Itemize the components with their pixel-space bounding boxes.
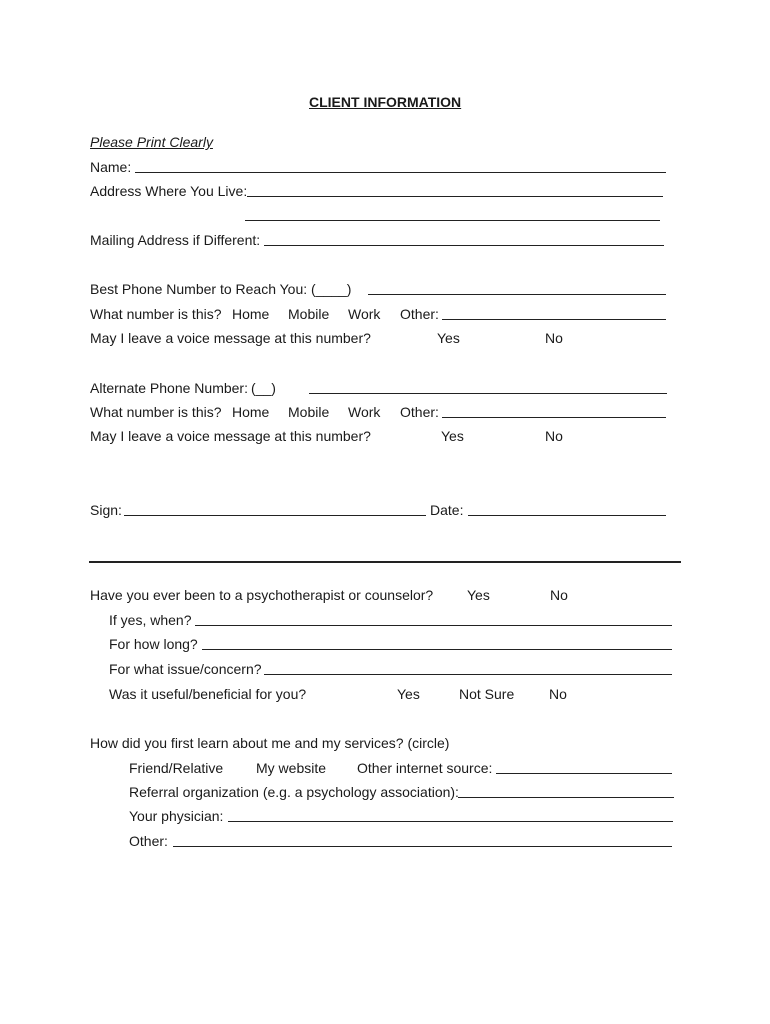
mailing-field[interactable] [264, 245, 664, 246]
therapy-useful-not-sure[interactable]: Not Sure [459, 686, 515, 702]
phone-type-mobile[interactable]: Mobile [288, 306, 330, 322]
therapy-issue-field[interactable] [264, 674, 672, 675]
therapy-issue-label: For what issue/concern? [109, 661, 262, 677]
date-field[interactable] [468, 515, 666, 516]
alt-phone-label: Alternate Phone Number: [90, 380, 248, 396]
alt-voice-yes[interactable]: Yes [441, 428, 464, 444]
alt-phone-type-work[interactable]: Work [348, 404, 381, 420]
mailing-label: Mailing Address if Different: [90, 232, 261, 248]
address-field[interactable] [247, 196, 663, 197]
referral-website[interactable]: My website [256, 760, 327, 776]
alt-voice-no[interactable]: No [545, 428, 563, 444]
print-note: Please Print Clearly [90, 134, 213, 150]
alt-phone-type-other-field[interactable] [442, 417, 666, 418]
best-phone-area-code[interactable]: (____) [311, 281, 352, 297]
therapy-how-long-label: For how long? [109, 636, 198, 652]
phone-type-question: What number is this? [90, 306, 222, 322]
sign-label: Sign: [90, 502, 122, 518]
date-label: Date: [430, 502, 464, 518]
sign-field[interactable] [124, 515, 426, 516]
alt-phone-area-code[interactable]: (__) [251, 380, 276, 396]
address-label: Address Where You Live: [90, 183, 248, 199]
voice-no[interactable]: No [545, 330, 563, 346]
best-phone-field[interactable] [368, 294, 666, 295]
voice-question: May I leave a voice message at this number? [90, 330, 371, 346]
therapy-no[interactable]: No [550, 587, 568, 603]
phone-type-other-field[interactable] [442, 319, 666, 320]
referral-organization-label[interactable]: Referral organization (e.g. a psychology association): [129, 784, 459, 800]
referral-physician-label[interactable]: Your physician: [129, 808, 224, 824]
referral-organization-field[interactable] [458, 797, 674, 798]
alt-phone-field[interactable] [309, 393, 667, 394]
referral-internet-field[interactable] [496, 773, 672, 774]
phone-type-home[interactable]: Home [232, 306, 270, 322]
alt-phone-type-mobile[interactable]: Mobile [288, 404, 330, 420]
therapy-when-field[interactable] [195, 625, 672, 626]
therapy-how-long-field[interactable] [202, 649, 672, 650]
alt-phone-type-home[interactable]: Home [232, 404, 270, 420]
voice-yes[interactable]: Yes [437, 330, 460, 346]
referral-other-field[interactable] [173, 846, 672, 847]
referral-question: How did you first learn about me and my services? (circle) [90, 735, 450, 751]
alt-voice-question: May I leave a voice message at this number? [90, 428, 371, 444]
therapy-yes[interactable]: Yes [467, 587, 490, 603]
alt-phone-type-question: What number is this? [90, 404, 222, 420]
page-title: CLIENT INFORMATION [309, 94, 462, 110]
name-label: Name: [90, 159, 132, 175]
therapy-question: Have you ever been to a psychotherapist or counselor? [90, 587, 434, 603]
referral-friend[interactable]: Friend/Relative [129, 760, 224, 776]
referral-other-label[interactable]: Other: [129, 833, 168, 849]
address-field-line-2[interactable] [245, 220, 660, 221]
therapy-useful-yes[interactable]: Yes [397, 686, 420, 702]
best-phone-label: Best Phone Number to Reach You: [90, 281, 308, 297]
section-divider [89, 561, 681, 563]
phone-type-work[interactable]: Work [348, 306, 381, 322]
name-field[interactable] [135, 172, 666, 173]
alt-phone-type-other-label: Other: [400, 404, 439, 420]
referral-physician-field[interactable] [228, 821, 673, 822]
phone-type-other-label: Other: [400, 306, 439, 322]
therapy-when-label: If yes, when? [109, 612, 192, 628]
referral-internet-label[interactable]: Other internet source: [357, 760, 493, 776]
therapy-useful-no[interactable]: No [549, 686, 567, 702]
therapy-useful-label: Was it useful/beneficial for you? [109, 686, 307, 702]
